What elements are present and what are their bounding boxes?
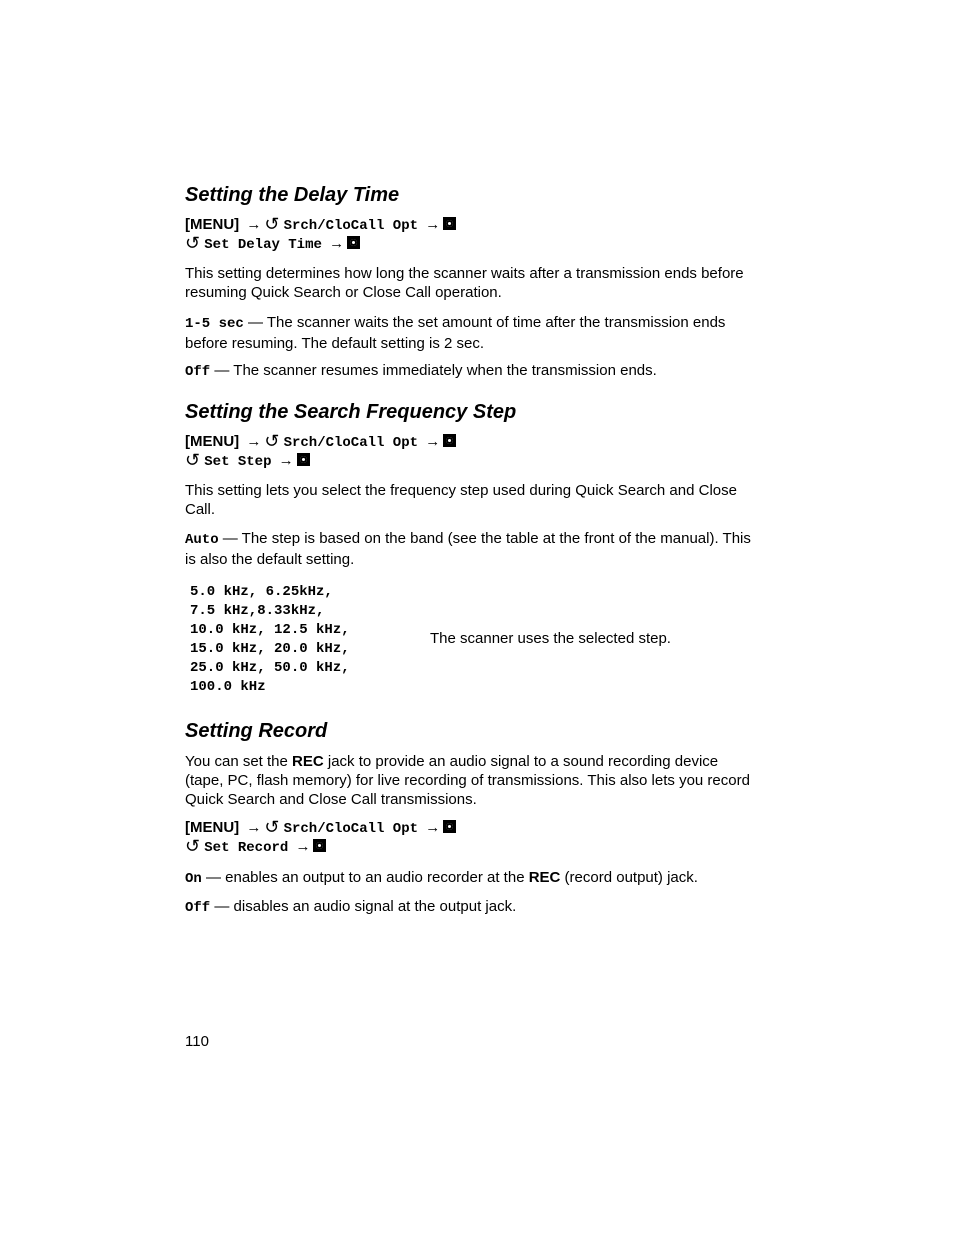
option-code: Off: [185, 364, 211, 380]
step-values-description: The scanner uses the selected step.: [430, 630, 671, 647]
select-button-icon: [313, 839, 326, 852]
arrow-icon: →: [329, 235, 345, 252]
nav-path-record-line1: [185, 818, 456, 839]
option-code: On: [185, 871, 202, 887]
option-code: Off: [185, 900, 211, 916]
rotate-dial-icon: ↺: [185, 450, 201, 470]
arrow-icon: →: [246, 433, 262, 450]
nav-path-record-line2: [185, 837, 326, 858]
arrow-icon: →: [425, 819, 441, 836]
page-number: 110: [185, 1033, 209, 1050]
menu-key: [MENU]: [185, 819, 240, 836]
arrow-icon: →: [295, 838, 311, 855]
select-button-icon: [347, 236, 360, 249]
menu-key: [MENU]: [185, 433, 240, 450]
delay-description: This setting determines how long the scanner waits after a transmission ends before resuming Quick Search or Close Call operation.: [185, 265, 744, 301]
rec-jack-label: REC: [528, 869, 561, 886]
rec-jack-label: REC: [292, 753, 324, 770]
record-option-off: [185, 897, 755, 918]
menu-item-srch-clocall-opt: Srch/CloCall Opt: [283, 218, 419, 234]
text-run: You can set the: [185, 753, 293, 770]
menu-item-set-delay-time: Set Delay Time: [204, 237, 322, 253]
arrow-icon: →: [246, 819, 262, 836]
rotate-dial-icon: ↺: [264, 431, 280, 451]
rotate-dial-icon: ↺: [264, 214, 280, 234]
option-text: — The step is based on the band (see the table at the front of the manual). This is also the default setting.: [185, 530, 751, 568]
step-value-line: 100.0 kHz: [190, 679, 266, 695]
arrow-icon: →: [425, 216, 441, 233]
step-value-line: 7.5 kHz,8.33kHz,: [190, 603, 325, 619]
section-title-step: Setting the Search Frequency Step: [185, 401, 517, 423]
nav-path-delay-line2: [185, 234, 360, 255]
select-button-icon: [443, 820, 456, 833]
step-value-line: 10.0 kHz, 12.5 kHz,: [190, 622, 350, 638]
rotate-dial-icon: ↺: [185, 233, 201, 253]
arrow-icon: →: [246, 216, 262, 233]
step-values-list: [190, 583, 350, 697]
step-value-line: 15.0 kHz, 20.0 kHz,: [190, 641, 350, 657]
step-value-line: 25.0 kHz, 50.0 kHz,: [190, 660, 350, 676]
select-button-icon: [297, 453, 310, 466]
step-description: This setting lets you select the frequency step used during Quick Search and Close Call.: [185, 482, 737, 518]
delay-option-range: [185, 313, 755, 353]
record-description: [185, 752, 755, 809]
rotate-dial-icon: ↺: [185, 836, 201, 856]
option-text: (record output) jack.: [560, 869, 698, 886]
option-text: — The scanner resumes immediately when the transmission ends.: [210, 362, 657, 379]
rotate-dial-icon: ↺: [264, 817, 280, 837]
text-run: jack to provide an audio signal to a sound recording device (tape, PC, flash memory) for live recording of transmissions. This also lets you record Quick Search and Close Call transmissions.: [185, 753, 750, 808]
nav-path-step-line2: [185, 451, 310, 472]
nav-path-step-line1: [185, 432, 456, 453]
section-title-delay: Setting the Delay Time: [185, 184, 400, 206]
menu-item-set-record: Set Record: [204, 840, 289, 856]
menu-item-srch-clocall-opt: Srch/CloCall Opt: [283, 435, 419, 451]
step-option-auto: [185, 529, 755, 569]
menu-key: [MENU]: [185, 216, 240, 233]
select-button-icon: [443, 217, 456, 230]
section-title-record: Setting Record: [185, 720, 328, 742]
option-code: 1-5 sec: [185, 316, 244, 332]
delay-option-off: [185, 361, 755, 382]
menu-item-set-step: Set Step: [204, 454, 272, 470]
option-text: — disables an audio signal at the output jack.: [210, 898, 517, 915]
record-option-on: [185, 868, 755, 889]
nav-path-delay-line1: [185, 215, 456, 236]
option-code: Auto: [185, 532, 219, 548]
step-value-line: 5.0 kHz, 6.25kHz,: [190, 584, 333, 600]
arrow-icon: →: [425, 433, 441, 450]
option-text: — enables an output to an audio recorder at the: [201, 869, 529, 886]
arrow-icon: →: [278, 452, 294, 469]
menu-item-srch-clocall-opt: Srch/CloCall Opt: [283, 821, 419, 837]
option-text: — The scanner waits the set amount of time after the transmission ends before resuming. The default setting is 2 sec.: [185, 314, 726, 352]
select-button-icon: [443, 434, 456, 447]
